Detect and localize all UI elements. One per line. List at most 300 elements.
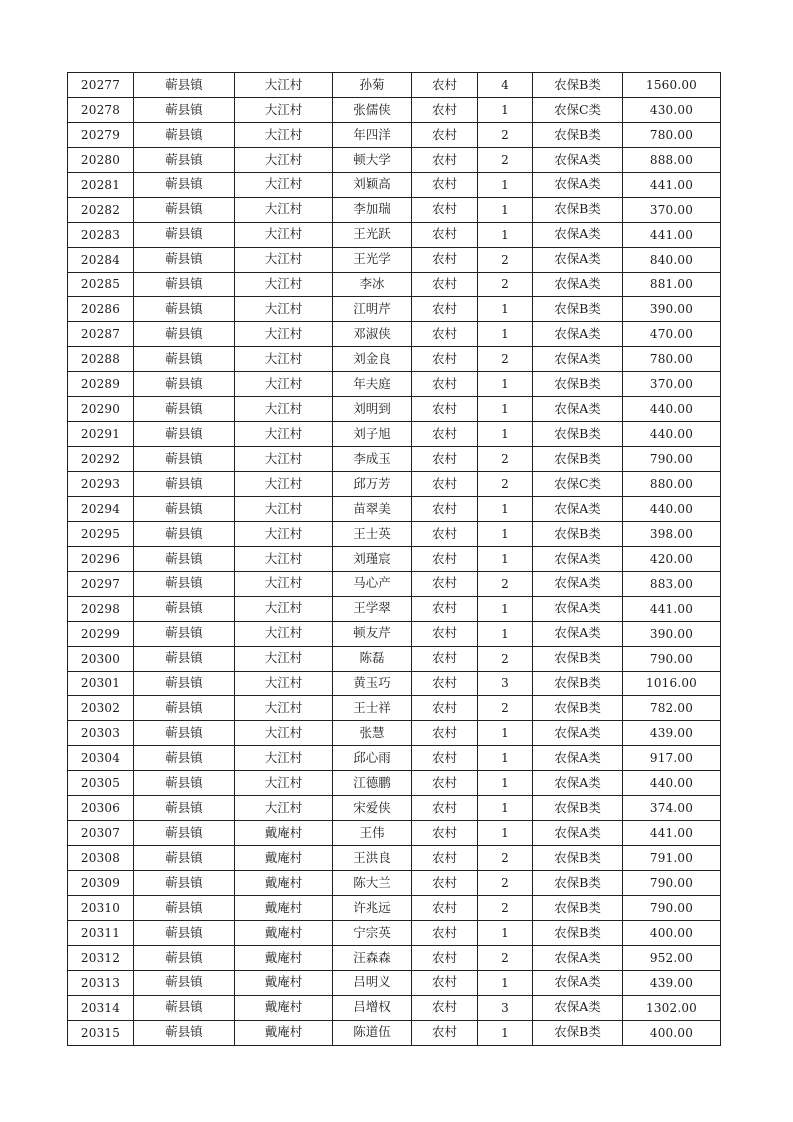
cell-amount: 390.00 bbox=[623, 621, 721, 646]
cell-household-type: 农村 bbox=[412, 721, 478, 746]
cell-record-id: 20315 bbox=[68, 1020, 134, 1045]
cell-household-type: 农村 bbox=[412, 297, 478, 322]
cell-member-count: 1 bbox=[478, 372, 533, 397]
cell-member-count: 1 bbox=[478, 796, 533, 821]
cell-household-type: 农村 bbox=[412, 995, 478, 1020]
table-row bbox=[68, 796, 721, 821]
cell-village: 大江村 bbox=[235, 596, 333, 621]
cell-person-name: 王洪良 bbox=[333, 846, 412, 871]
cell-member-count: 1 bbox=[478, 821, 533, 846]
cell-record-id: 20296 bbox=[68, 546, 134, 571]
cell-town: 蕲县镇 bbox=[134, 771, 235, 796]
cell-household-type: 农村 bbox=[412, 970, 478, 995]
cell-village: 大江村 bbox=[235, 796, 333, 821]
table-row bbox=[68, 646, 721, 671]
cell-insurance-category: 农保A类 bbox=[533, 397, 623, 422]
cell-town: 蕲县镇 bbox=[134, 372, 235, 397]
cell-person-name: 陈道伍 bbox=[333, 1020, 412, 1045]
cell-insurance-category: 农保A类 bbox=[533, 347, 623, 372]
cell-household-type: 农村 bbox=[412, 796, 478, 821]
cell-household-type: 农村 bbox=[412, 546, 478, 571]
cell-household-type: 农村 bbox=[412, 646, 478, 671]
cell-record-id: 20294 bbox=[68, 496, 134, 521]
cell-amount: 1302.00 bbox=[623, 995, 721, 1020]
cell-amount: 780.00 bbox=[623, 122, 721, 147]
cell-record-id: 20307 bbox=[68, 821, 134, 846]
table-row bbox=[68, 397, 721, 422]
table-row bbox=[68, 472, 721, 497]
cell-town: 蕲县镇 bbox=[134, 796, 235, 821]
cell-amount: 790.00 bbox=[623, 447, 721, 472]
cell-person-name: 刘金良 bbox=[333, 347, 412, 372]
cell-person-name: 刘颖高 bbox=[333, 172, 412, 197]
cell-insurance-category: 农保B类 bbox=[533, 122, 623, 147]
cell-member-count: 2 bbox=[478, 447, 533, 472]
cell-household-type: 农村 bbox=[412, 97, 478, 122]
records-table bbox=[67, 72, 721, 1046]
table-row bbox=[68, 97, 721, 122]
cell-record-id: 20288 bbox=[68, 347, 134, 372]
cell-household-type: 农村 bbox=[412, 920, 478, 945]
cell-record-id: 20278 bbox=[68, 97, 134, 122]
cell-amount: 881.00 bbox=[623, 272, 721, 297]
table-row bbox=[68, 272, 721, 297]
cell-person-name: 苗翠美 bbox=[333, 496, 412, 521]
cell-person-name: 汪森森 bbox=[333, 945, 412, 970]
cell-town: 蕲县镇 bbox=[134, 222, 235, 247]
cell-household-type: 农村 bbox=[412, 571, 478, 596]
cell-village: 大江村 bbox=[235, 447, 333, 472]
cell-village: 大江村 bbox=[235, 546, 333, 571]
cell-insurance-category: 农保B类 bbox=[533, 696, 623, 721]
cell-insurance-category: 农保B类 bbox=[533, 422, 623, 447]
cell-member-count: 1 bbox=[478, 1020, 533, 1045]
cell-member-count: 1 bbox=[478, 222, 533, 247]
cell-town: 蕲县镇 bbox=[134, 147, 235, 172]
cell-insurance-category: 农保B类 bbox=[533, 73, 623, 98]
cell-amount: 441.00 bbox=[623, 172, 721, 197]
cell-amount: 441.00 bbox=[623, 821, 721, 846]
cell-village: 大江村 bbox=[235, 147, 333, 172]
cell-amount: 430.00 bbox=[623, 97, 721, 122]
cell-person-name: 马心产 bbox=[333, 571, 412, 596]
cell-insurance-category: 农保B类 bbox=[533, 671, 623, 696]
cell-village: 大江村 bbox=[235, 347, 333, 372]
cell-household-type: 农村 bbox=[412, 671, 478, 696]
cell-household-type: 农村 bbox=[412, 247, 478, 272]
cell-household-type: 农村 bbox=[412, 147, 478, 172]
cell-village: 大江村 bbox=[235, 372, 333, 397]
cell-member-count: 1 bbox=[478, 197, 533, 222]
cell-household-type: 农村 bbox=[412, 347, 478, 372]
cell-village: 大江村 bbox=[235, 721, 333, 746]
cell-amount: 370.00 bbox=[623, 372, 721, 397]
cell-member-count: 1 bbox=[478, 546, 533, 571]
cell-person-name: 张儒侠 bbox=[333, 97, 412, 122]
table-row bbox=[68, 671, 721, 696]
cell-amount: 782.00 bbox=[623, 696, 721, 721]
cell-person-name: 邱万芳 bbox=[333, 472, 412, 497]
cell-member-count: 2 bbox=[478, 347, 533, 372]
table-row bbox=[68, 372, 721, 397]
cell-record-id: 20310 bbox=[68, 895, 134, 920]
cell-household-type: 农村 bbox=[412, 846, 478, 871]
cell-town: 蕲县镇 bbox=[134, 297, 235, 322]
cell-record-id: 20306 bbox=[68, 796, 134, 821]
cell-member-count: 2 bbox=[478, 147, 533, 172]
cell-amount: 400.00 bbox=[623, 920, 721, 945]
table-row bbox=[68, 73, 721, 98]
cell-member-count: 3 bbox=[478, 671, 533, 696]
table-row bbox=[68, 821, 721, 846]
cell-record-id: 20302 bbox=[68, 696, 134, 721]
cell-person-name: 江德鹏 bbox=[333, 771, 412, 796]
cell-member-count: 1 bbox=[478, 496, 533, 521]
cell-record-id: 20304 bbox=[68, 746, 134, 771]
cell-household-type: 农村 bbox=[412, 771, 478, 796]
cell-record-id: 20297 bbox=[68, 571, 134, 596]
cell-member-count: 2 bbox=[478, 247, 533, 272]
cell-amount: 370.00 bbox=[623, 197, 721, 222]
table-row bbox=[68, 945, 721, 970]
cell-insurance-category: 农保A类 bbox=[533, 272, 623, 297]
cell-record-id: 20314 bbox=[68, 995, 134, 1020]
cell-household-type: 农村 bbox=[412, 197, 478, 222]
cell-amount: 440.00 bbox=[623, 496, 721, 521]
cell-person-name: 顿大学 bbox=[333, 147, 412, 172]
records-body bbox=[68, 73, 721, 1046]
cell-household-type: 农村 bbox=[412, 172, 478, 197]
cell-record-id: 20280 bbox=[68, 147, 134, 172]
cell-record-id: 20298 bbox=[68, 596, 134, 621]
cell-household-type: 农村 bbox=[412, 397, 478, 422]
cell-town: 蕲县镇 bbox=[134, 920, 235, 945]
cell-household-type: 农村 bbox=[412, 73, 478, 98]
cell-record-id: 20312 bbox=[68, 945, 134, 970]
cell-person-name: 邓淑侠 bbox=[333, 322, 412, 347]
cell-household-type: 农村 bbox=[412, 1020, 478, 1045]
cell-town: 蕲县镇 bbox=[134, 871, 235, 896]
table-row bbox=[68, 970, 721, 995]
cell-record-id: 20277 bbox=[68, 73, 134, 98]
table-row bbox=[68, 571, 721, 596]
cell-member-count: 4 bbox=[478, 73, 533, 98]
cell-amount: 840.00 bbox=[623, 247, 721, 272]
cell-member-count: 1 bbox=[478, 596, 533, 621]
cell-household-type: 农村 bbox=[412, 422, 478, 447]
cell-amount: 400.00 bbox=[623, 1020, 721, 1045]
table-row bbox=[68, 546, 721, 571]
cell-member-count: 1 bbox=[478, 920, 533, 945]
cell-person-name: 顿友芹 bbox=[333, 621, 412, 646]
cell-household-type: 农村 bbox=[412, 472, 478, 497]
cell-record-id: 20284 bbox=[68, 247, 134, 272]
cell-person-name: 王学翠 bbox=[333, 596, 412, 621]
table-row bbox=[68, 621, 721, 646]
cell-insurance-category: 农保A类 bbox=[533, 621, 623, 646]
cell-insurance-category: 农保B类 bbox=[533, 796, 623, 821]
cell-town: 蕲县镇 bbox=[134, 447, 235, 472]
cell-insurance-category: 农保A类 bbox=[533, 721, 623, 746]
cell-member-count: 1 bbox=[478, 322, 533, 347]
cell-person-name: 宁宗英 bbox=[333, 920, 412, 945]
cell-village: 大江村 bbox=[235, 671, 333, 696]
cell-insurance-category: 农保A类 bbox=[533, 970, 623, 995]
cell-record-id: 20301 bbox=[68, 671, 134, 696]
cell-village: 戴庵村 bbox=[235, 821, 333, 846]
cell-record-id: 20281 bbox=[68, 172, 134, 197]
cell-amount: 440.00 bbox=[623, 397, 721, 422]
cell-household-type: 农村 bbox=[412, 496, 478, 521]
cell-insurance-category: 农保B类 bbox=[533, 297, 623, 322]
cell-member-count: 1 bbox=[478, 97, 533, 122]
cell-town: 蕲县镇 bbox=[134, 846, 235, 871]
cell-record-id: 20291 bbox=[68, 422, 134, 447]
cell-person-name: 刘子旭 bbox=[333, 422, 412, 447]
table-row bbox=[68, 172, 721, 197]
cell-member-count: 3 bbox=[478, 995, 533, 1020]
cell-village: 大江村 bbox=[235, 521, 333, 546]
cell-town: 蕲县镇 bbox=[134, 97, 235, 122]
cell-village: 大江村 bbox=[235, 422, 333, 447]
cell-member-count: 1 bbox=[478, 746, 533, 771]
cell-town: 蕲县镇 bbox=[134, 995, 235, 1020]
cell-village: 戴庵村 bbox=[235, 970, 333, 995]
cell-village: 戴庵村 bbox=[235, 871, 333, 896]
table-row bbox=[68, 1020, 721, 1045]
cell-village: 戴庵村 bbox=[235, 1020, 333, 1045]
cell-village: 大江村 bbox=[235, 247, 333, 272]
cell-amount: 880.00 bbox=[623, 472, 721, 497]
cell-town: 蕲县镇 bbox=[134, 671, 235, 696]
cell-village: 大江村 bbox=[235, 272, 333, 297]
cell-town: 蕲县镇 bbox=[134, 272, 235, 297]
cell-household-type: 农村 bbox=[412, 372, 478, 397]
cell-record-id: 20289 bbox=[68, 372, 134, 397]
cell-person-name: 吕明义 bbox=[333, 970, 412, 995]
table-row bbox=[68, 920, 721, 945]
cell-record-id: 20285 bbox=[68, 272, 134, 297]
cell-household-type: 农村 bbox=[412, 696, 478, 721]
table-row bbox=[68, 895, 721, 920]
cell-member-count: 1 bbox=[478, 721, 533, 746]
table-row bbox=[68, 846, 721, 871]
cell-insurance-category: 农保A类 bbox=[533, 945, 623, 970]
cell-village: 戴庵村 bbox=[235, 995, 333, 1020]
cell-town: 蕲县镇 bbox=[134, 496, 235, 521]
table-row bbox=[68, 222, 721, 247]
cell-insurance-category: 农保A类 bbox=[533, 571, 623, 596]
cell-household-type: 农村 bbox=[412, 621, 478, 646]
cell-household-type: 农村 bbox=[412, 222, 478, 247]
cell-person-name: 宋爱侠 bbox=[333, 796, 412, 821]
cell-person-name: 王士祥 bbox=[333, 696, 412, 721]
cell-record-id: 20299 bbox=[68, 621, 134, 646]
cell-insurance-category: 农保A类 bbox=[533, 222, 623, 247]
table-row bbox=[68, 596, 721, 621]
cell-town: 蕲县镇 bbox=[134, 696, 235, 721]
cell-person-name: 王伟 bbox=[333, 821, 412, 846]
cell-village: 大江村 bbox=[235, 322, 333, 347]
table-row bbox=[68, 521, 721, 546]
cell-amount: 790.00 bbox=[623, 646, 721, 671]
cell-member-count: 2 bbox=[478, 122, 533, 147]
cell-insurance-category: 农保A类 bbox=[533, 147, 623, 172]
cell-person-name: 江明芹 bbox=[333, 297, 412, 322]
cell-insurance-category: 农保A类 bbox=[533, 546, 623, 571]
cell-record-id: 20283 bbox=[68, 222, 134, 247]
cell-member-count: 1 bbox=[478, 297, 533, 322]
cell-insurance-category: 农保A类 bbox=[533, 821, 623, 846]
cell-insurance-category: 农保A类 bbox=[533, 995, 623, 1020]
table-row bbox=[68, 496, 721, 521]
cell-household-type: 农村 bbox=[412, 746, 478, 771]
cell-insurance-category: 农保B类 bbox=[533, 1020, 623, 1045]
cell-insurance-category: 农保C类 bbox=[533, 97, 623, 122]
cell-village: 大江村 bbox=[235, 222, 333, 247]
cell-amount: 780.00 bbox=[623, 347, 721, 372]
cell-record-id: 20290 bbox=[68, 397, 134, 422]
cell-village: 戴庵村 bbox=[235, 945, 333, 970]
cell-town: 蕲县镇 bbox=[134, 621, 235, 646]
cell-town: 蕲县镇 bbox=[134, 422, 235, 447]
cell-village: 大江村 bbox=[235, 646, 333, 671]
cell-town: 蕲县镇 bbox=[134, 521, 235, 546]
cell-village: 大江村 bbox=[235, 197, 333, 222]
cell-insurance-category: 农保B类 bbox=[533, 920, 623, 945]
cell-amount: 439.00 bbox=[623, 721, 721, 746]
cell-town: 蕲县镇 bbox=[134, 347, 235, 372]
cell-member-count: 2 bbox=[478, 646, 533, 671]
cell-amount: 952.00 bbox=[623, 945, 721, 970]
table-row bbox=[68, 122, 721, 147]
cell-member-count: 1 bbox=[478, 172, 533, 197]
cell-member-count: 1 bbox=[478, 397, 533, 422]
cell-member-count: 1 bbox=[478, 422, 533, 447]
table-row bbox=[68, 247, 721, 272]
cell-amount: 790.00 bbox=[623, 871, 721, 896]
cell-insurance-category: 农保C类 bbox=[533, 472, 623, 497]
cell-household-type: 农村 bbox=[412, 821, 478, 846]
cell-town: 蕲县镇 bbox=[134, 970, 235, 995]
cell-village: 大江村 bbox=[235, 621, 333, 646]
cell-town: 蕲县镇 bbox=[134, 1020, 235, 1045]
cell-insurance-category: 农保B类 bbox=[533, 521, 623, 546]
cell-person-name: 李加瑞 bbox=[333, 197, 412, 222]
cell-person-name: 陈大兰 bbox=[333, 871, 412, 896]
cell-record-id: 20305 bbox=[68, 771, 134, 796]
cell-record-id: 20309 bbox=[68, 871, 134, 896]
cell-member-count: 1 bbox=[478, 521, 533, 546]
cell-person-name: 刘瑾宸 bbox=[333, 546, 412, 571]
cell-amount: 420.00 bbox=[623, 546, 721, 571]
cell-insurance-category: 农保A类 bbox=[533, 771, 623, 796]
table-row bbox=[68, 746, 721, 771]
cell-member-count: 2 bbox=[478, 846, 533, 871]
cell-amount: 398.00 bbox=[623, 521, 721, 546]
cell-village: 大江村 bbox=[235, 472, 333, 497]
table-row bbox=[68, 721, 721, 746]
cell-household-type: 农村 bbox=[412, 447, 478, 472]
cell-town: 蕲县镇 bbox=[134, 646, 235, 671]
cell-household-type: 农村 bbox=[412, 871, 478, 896]
cell-insurance-category: 农保B类 bbox=[533, 197, 623, 222]
cell-village: 大江村 bbox=[235, 297, 333, 322]
cell-village: 大江村 bbox=[235, 771, 333, 796]
cell-record-id: 20287 bbox=[68, 322, 134, 347]
cell-person-name: 李冰 bbox=[333, 272, 412, 297]
cell-insurance-category: 农保A类 bbox=[533, 746, 623, 771]
cell-town: 蕲县镇 bbox=[134, 571, 235, 596]
cell-town: 蕲县镇 bbox=[134, 945, 235, 970]
cell-insurance-category: 农保B类 bbox=[533, 447, 623, 472]
cell-amount: 888.00 bbox=[623, 147, 721, 172]
cell-amount: 374.00 bbox=[623, 796, 721, 821]
cell-amount: 390.00 bbox=[623, 297, 721, 322]
cell-town: 蕲县镇 bbox=[134, 322, 235, 347]
cell-town: 蕲县镇 bbox=[134, 821, 235, 846]
cell-person-name: 黄玉巧 bbox=[333, 671, 412, 696]
cell-person-name: 李成玉 bbox=[333, 447, 412, 472]
cell-member-count: 1 bbox=[478, 771, 533, 796]
cell-town: 蕲县镇 bbox=[134, 746, 235, 771]
cell-town: 蕲县镇 bbox=[134, 472, 235, 497]
cell-household-type: 农村 bbox=[412, 322, 478, 347]
cell-amount: 470.00 bbox=[623, 322, 721, 347]
cell-amount: 1560.00 bbox=[623, 73, 721, 98]
cell-household-type: 农村 bbox=[412, 521, 478, 546]
cell-household-type: 农村 bbox=[412, 945, 478, 970]
cell-person-name: 刘明到 bbox=[333, 397, 412, 422]
cell-village: 大江村 bbox=[235, 73, 333, 98]
table-row bbox=[68, 995, 721, 1020]
cell-town: 蕲县镇 bbox=[134, 247, 235, 272]
cell-household-type: 农村 bbox=[412, 272, 478, 297]
cell-record-id: 20303 bbox=[68, 721, 134, 746]
cell-member-count: 2 bbox=[478, 472, 533, 497]
cell-amount: 883.00 bbox=[623, 571, 721, 596]
cell-village: 大江村 bbox=[235, 696, 333, 721]
cell-town: 蕲县镇 bbox=[134, 172, 235, 197]
cell-member-count: 2 bbox=[478, 871, 533, 896]
cell-record-id: 20300 bbox=[68, 646, 134, 671]
table-row bbox=[68, 771, 721, 796]
cell-insurance-category: 农保A类 bbox=[533, 247, 623, 272]
cell-insurance-category: 农保A类 bbox=[533, 496, 623, 521]
cell-amount: 439.00 bbox=[623, 970, 721, 995]
cell-member-count: 2 bbox=[478, 272, 533, 297]
cell-town: 蕲县镇 bbox=[134, 73, 235, 98]
cell-person-name: 年夫庭 bbox=[333, 372, 412, 397]
cell-insurance-category: 农保A类 bbox=[533, 172, 623, 197]
table-row bbox=[68, 197, 721, 222]
cell-record-id: 20286 bbox=[68, 297, 134, 322]
cell-household-type: 农村 bbox=[412, 895, 478, 920]
cell-village: 大江村 bbox=[235, 97, 333, 122]
cell-village: 大江村 bbox=[235, 397, 333, 422]
cell-amount: 440.00 bbox=[623, 422, 721, 447]
cell-amount: 440.00 bbox=[623, 771, 721, 796]
cell-town: 蕲县镇 bbox=[134, 546, 235, 571]
table-row bbox=[68, 147, 721, 172]
cell-member-count: 1 bbox=[478, 970, 533, 995]
cell-person-name: 吕增权 bbox=[333, 995, 412, 1020]
cell-household-type: 农村 bbox=[412, 122, 478, 147]
table-row bbox=[68, 347, 721, 372]
cell-person-name: 孙菊 bbox=[333, 73, 412, 98]
cell-member-count: 2 bbox=[478, 895, 533, 920]
cell-member-count: 2 bbox=[478, 571, 533, 596]
